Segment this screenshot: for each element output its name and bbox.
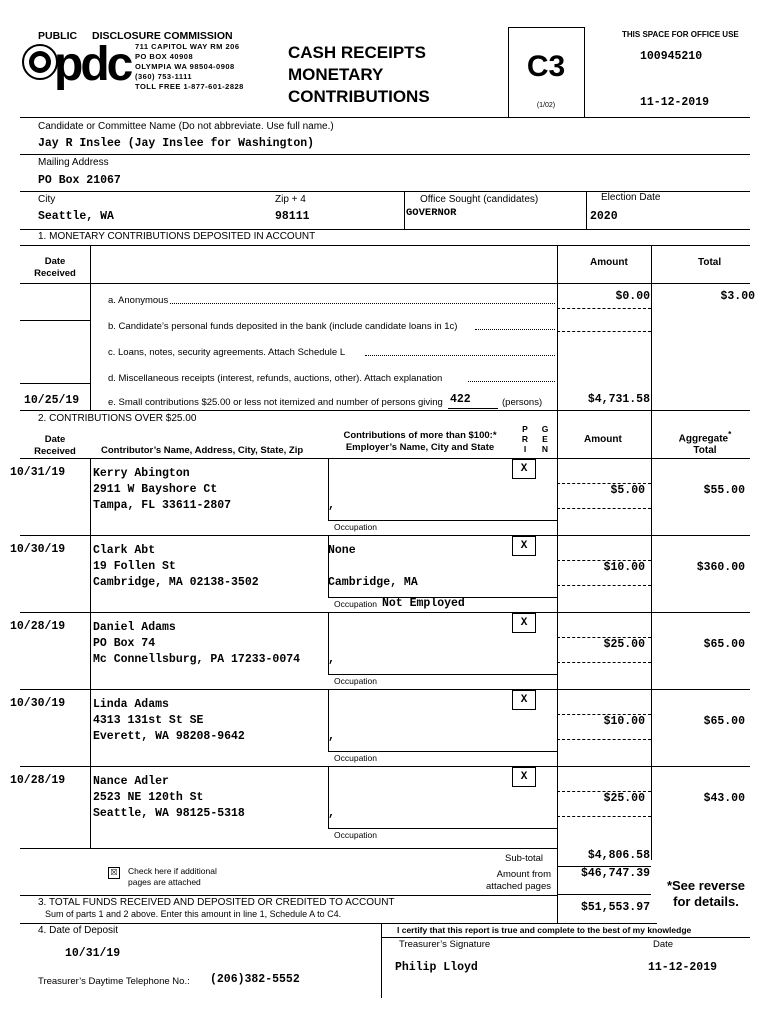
employer-city: , <box>328 499 335 512</box>
form-title: CASH RECEIPTS MONETARY CONTRIBUTIONS <box>288 43 430 106</box>
commission-address: 711 CAPITOL WAY RM 206 PO BOX 40908 OLYMPIA WA 98504-0908 (360) 753-1111 TOLL FREE 1-877-601-2828 <box>135 42 244 91</box>
section2-amount-label: Amount <box>584 434 622 445</box>
employer-city: , <box>328 807 335 820</box>
contributor-label: Contributor’s Name, Address, City, State, Zip <box>101 445 304 456</box>
additional-pages-checkbox[interactable]: ☒ <box>108 867 120 879</box>
treasurer-phone: (206)382-5552 <box>210 973 300 986</box>
attached-pages-label: Amount from attached pages <box>486 869 551 892</box>
anonymous-amount: $0.00 <box>615 290 650 303</box>
section3-title: 3. TOTAL FUNDS RECEIVED AND DEPOSITED OR CREDITED TO ACCOUNT <box>38 897 395 908</box>
primary-checkbox[interactable]: X <box>512 767 536 787</box>
subtotal-amount: $4,806.58 <box>587 849 650 862</box>
section1-line-c: c. Loans, notes, security agreements. Attach Schedule L <box>108 347 346 358</box>
contributor-address: 2911 W Bayshore Ct <box>93 483 218 496</box>
section1-total-label: Total <box>698 257 722 268</box>
treasurer-signature: Philip Lloyd <box>395 961 478 974</box>
candidate-name: Jay R Inslee (Jay Inslee for Washington) <box>38 137 315 150</box>
section1-date-label: Date Received <box>34 256 76 279</box>
contributor-address: 19 Follen St <box>93 560 176 573</box>
contributor-name: Linda Adams <box>93 698 169 711</box>
primary-checkbox[interactable]: X <box>512 613 536 633</box>
primary-checkbox[interactable]: X <box>512 536 536 556</box>
section2-title: 2. CONTRIBUTIONS OVER $25.00 <box>38 413 197 424</box>
employer-name: None <box>328 544 356 557</box>
primary-checkbox[interactable]: X <box>512 690 536 710</box>
persons-count: 422 <box>450 393 471 406</box>
row-date: 10/31/19 <box>10 466 66 479</box>
anonymous-total: $3.00 <box>720 290 755 303</box>
employer-city: , <box>328 730 335 743</box>
employer-city: Cambridge, MA <box>328 576 418 589</box>
signature-date: 11-12-2019 <box>648 961 718 974</box>
contributor-name: Clark Abt <box>93 544 156 557</box>
header-public: PUBLIC <box>38 30 78 42</box>
contribution-amount: $10.00 <box>603 561 645 574</box>
contribution-amount: $25.00 <box>603 792 645 805</box>
phone-label: Treasurer’s Daytime Telephone No.: <box>38 976 190 987</box>
occupation-label: Occupation <box>334 599 377 609</box>
section1-amount-label: Amount <box>590 257 628 268</box>
certify-text: I certify that this report is true and complete to the best of my knowledge <box>397 925 692 935</box>
section1-line-a: a. Anonymous <box>108 295 169 306</box>
aggregate-total: $43.00 <box>703 792 745 805</box>
aggregate-total: $360.00 <box>696 561 745 574</box>
primary-checkbox[interactable]: X <box>512 459 536 479</box>
aggregate-total: $65.00 <box>703 715 745 728</box>
row-date: 10/30/19 <box>10 697 66 710</box>
section2-date-label: Date Received <box>34 434 76 457</box>
form-code: C3 <box>526 50 566 83</box>
section1-title: 1. MONETARY CONTRIBUTIONS DEPOSITED IN ACCOUNT <box>38 231 316 242</box>
aggregate-total: $65.00 <box>703 638 745 651</box>
primary-label: P R I <box>521 424 529 454</box>
section1-date: 10/25/19 <box>24 394 80 407</box>
occupation-label: Occupation <box>334 753 377 763</box>
contributor-name: Daniel Adams <box>93 621 176 634</box>
city-label: City <box>38 194 56 205</box>
office-sought: GOVERNOR <box>406 207 457 219</box>
zip: 98111 <box>275 210 310 223</box>
persons-suffix: (persons) <box>502 397 543 408</box>
occupation-label: Occupation <box>334 522 377 532</box>
contribution-amount: $10.00 <box>603 715 645 728</box>
contributor-city: Tampa, FL 33611-2807 <box>93 499 232 512</box>
section3-subtitle: Sum of parts 1 and 2 above. Enter this amount in line 1, Schedule A to C4. <box>45 909 342 919</box>
signature-label: Treasurer’s Signature <box>399 939 491 950</box>
office-sought-label: Office Sought (candidates) <box>420 194 539 205</box>
contributor-address: PO Box 74 <box>93 637 156 650</box>
deposit-date: 10/31/19 <box>65 947 121 960</box>
contributor-city: Mc Connellsburg, PA 17233-0074 <box>93 653 301 666</box>
contributor-address: 4313 131st St SE <box>93 714 204 727</box>
employer-label: Contributions of more than $100:* Employer’s Name, City and State <box>343 430 497 453</box>
row-date: 10/30/19 <box>10 543 66 556</box>
general-label: G E N <box>541 424 549 454</box>
total-funds-amount: $51,553.97 <box>580 901 650 914</box>
section4-title: 4. Date of Deposit <box>38 925 119 936</box>
subtotal-label: Sub-total <box>505 853 544 864</box>
employer-city: , <box>328 653 335 666</box>
aggregate-total: $55.00 <box>703 484 745 497</box>
additional-pages-label: Check here if additional pages are attached <box>128 866 217 887</box>
office-date: 11-12-2019 <box>640 96 710 109</box>
office-number: 100945210 <box>640 50 703 63</box>
contributor-city: Cambridge, MA 02138-3502 <box>93 576 259 589</box>
row-date: 10/28/19 <box>10 620 66 633</box>
see-reverse-note: *See reverse for details. <box>666 878 746 909</box>
election-date-label: Election Date <box>601 192 661 203</box>
contributor-address: 2523 NE 120th St <box>93 791 204 804</box>
section1-line-e: e. Small contributions $25.00 or less not itemized and number of persons giving <box>108 397 443 408</box>
contribution-amount: $5.00 <box>610 484 645 497</box>
mailing-address: PO Box 21067 <box>38 174 121 187</box>
form-revision: (1/02) <box>536 102 556 109</box>
contributor-name: Nance Adler <box>93 775 169 788</box>
occupation-label: Occupation <box>334 830 377 840</box>
election-date: 2020 <box>590 210 618 223</box>
aggregate-label: Aggregate* Total <box>678 429 732 457</box>
header-commission: DISCLOSURE COMMISSION <box>92 30 233 42</box>
section1-line-b: b. Candidate’s personal funds deposited in the bank (include candidate loans in 1c) <box>108 321 458 332</box>
city: Seattle, WA <box>38 210 114 223</box>
contribution-amount: $25.00 <box>603 638 645 651</box>
logo-text: pdc <box>54 40 131 90</box>
signature-date-label: Date <box>653 939 674 950</box>
pdc-logo <box>20 40 135 90</box>
attached-pages-amount: $46,747.39 <box>580 867 650 880</box>
contributor-city: Seattle, WA 98125-5318 <box>93 807 245 820</box>
mailing-label: Mailing Address <box>38 157 109 168</box>
occupation: Not Employed <box>382 597 465 610</box>
contributor-city: Everett, WA 98208-9642 <box>93 730 245 743</box>
zip-label: Zip + 4 <box>275 194 306 205</box>
contributor-name: Kerry Abington <box>93 467 190 480</box>
candidate-name-label: Candidate or Committee Name (Do not abbreviate. Use full name.) <box>38 121 334 132</box>
small-contributions-amount: $4,731.58 <box>587 393 650 406</box>
row-date: 10/28/19 <box>10 774 66 787</box>
section1-line-d: d. Miscellaneous receipts (interest, refunds, auctions, other). Attach explanation <box>108 373 443 384</box>
occupation-label: Occupation <box>334 676 377 686</box>
office-use-label: THIS SPACE FOR OFFICE USE <box>622 30 739 39</box>
